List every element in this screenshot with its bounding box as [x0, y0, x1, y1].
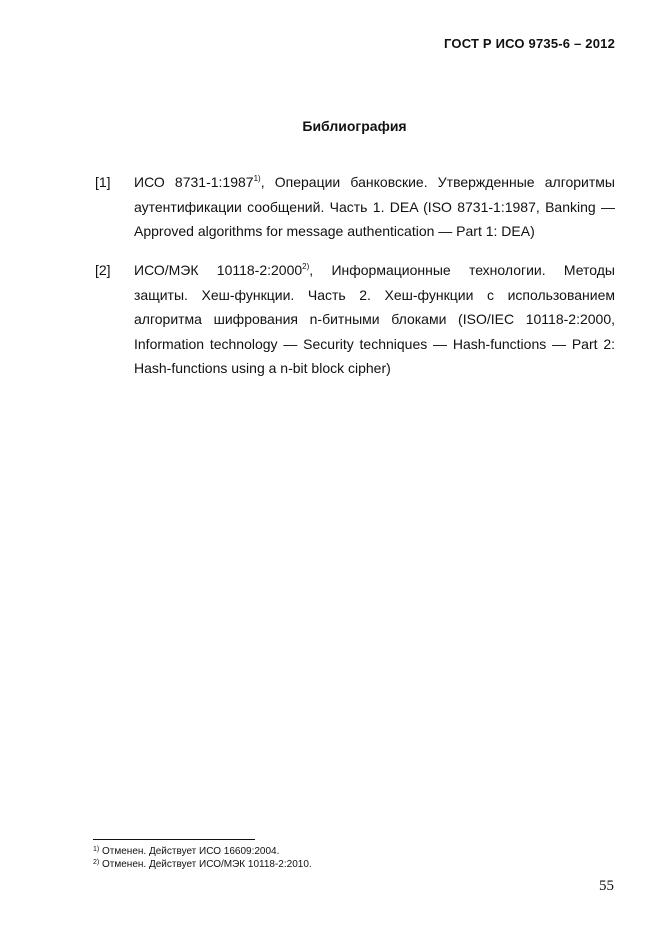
footnote — [93, 845, 279, 858]
footnote-text: Отменен. Действует ИСО/МЭК 10118-2:2010. — [99, 859, 312, 870]
reference-text — [134, 170, 615, 244]
footnote — [93, 858, 312, 871]
reference-description: , Операции банковские. Утвержденные алгоритмы аутентификации сообщений. Часть 1. DEA (ISO 8731-1:1987, Banking — Approved algorithms for message authentication — Part 1: DEA) — [134, 174, 615, 239]
reference-designation: ИСО 8731-1:1987 — [134, 174, 254, 190]
reference-designation: ИСО/МЭК 10118-2:2000 — [134, 262, 303, 278]
reference-number: [1] — [95, 174, 111, 190]
bibliography-title-text: Библиография — [302, 118, 407, 134]
reference-number: [2] — [95, 262, 111, 278]
footnote-text: Отменен. Действует ИСО 16609:2004. — [99, 846, 280, 857]
reference-text — [134, 258, 615, 381]
footnote-mark: 1) — [93, 846, 100, 853]
bibliography-title — [0, 118, 661, 134]
footnote-marker: 1) — [253, 174, 261, 183]
bibliography-entry — [95, 258, 615, 381]
bibliography-entry — [95, 170, 615, 244]
footnote-separator — [93, 839, 255, 840]
document-code-header: ГОСТ Р ИСО 9735-6 – 2012 — [444, 36, 615, 51]
footnote-mark: 2) — [93, 859, 100, 866]
page-number: 55 — [599, 878, 614, 894]
footnote-marker: 2) — [302, 262, 310, 271]
reference-description: , Информационные технологии. Методы защиты. Хеш-функции. Часть 2. Хеш-функции с использованием алгоритма шифрования n-битными блоками (ISO/IEC 10118-2:2000, Information technology — Security techniques — Hash-functions — Part 2: Hash-functions using a n-bit block cipher) — [134, 262, 615, 376]
